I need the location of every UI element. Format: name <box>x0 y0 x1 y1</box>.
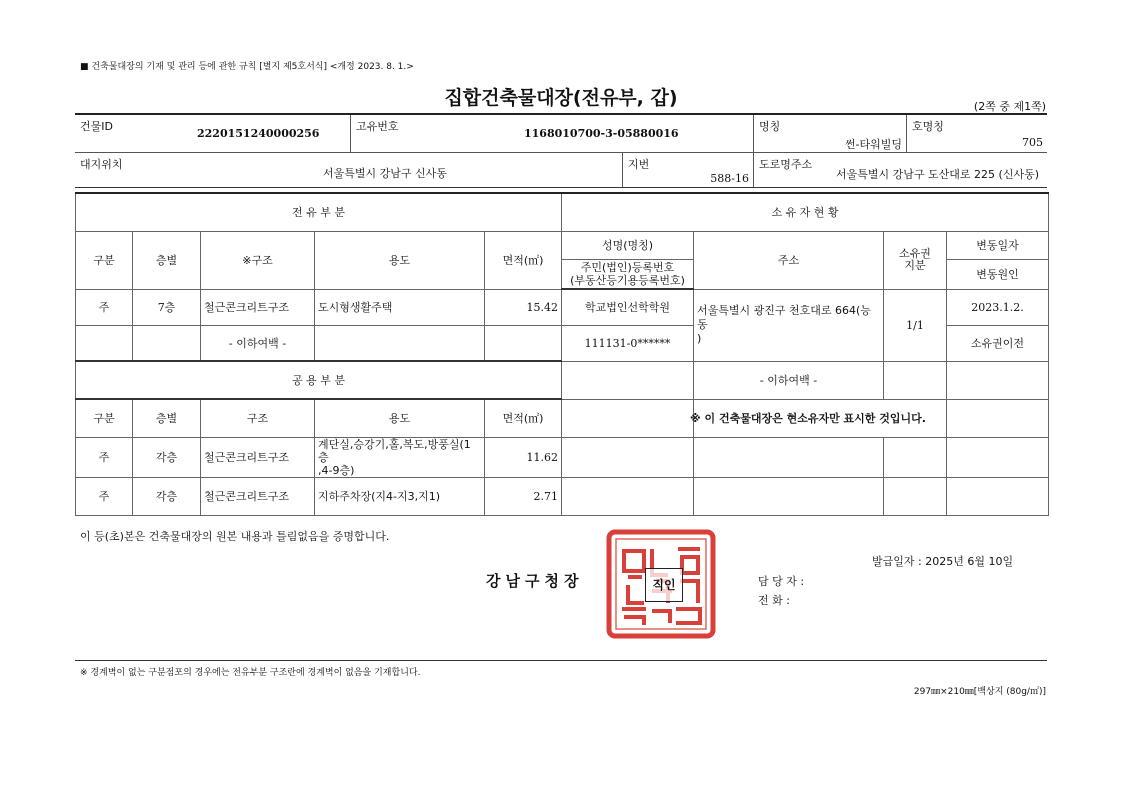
site-value: 서울특별시 강남구 신사동 <box>323 167 447 180</box>
common-row-area: 11.62 <box>485 437 562 477</box>
common-row-area: 2.71 <box>485 477 562 515</box>
lot-cell <box>623 153 754 187</box>
road-cell <box>754 153 1047 187</box>
building-id-cell <box>75 115 351 153</box>
common-row-floor: 각층 <box>133 437 201 477</box>
clerk-label: 담 당 자 : <box>758 575 805 588</box>
register-table <box>75 192 1049 516</box>
col-change-date: 변동일자 <box>947 231 1049 259</box>
row-floor: 7층 <box>133 289 201 325</box>
lot-label: 지번 <box>628 158 650 171</box>
section-exclusive: 전 유 부 분 <box>76 193 562 231</box>
name-label: 명칭 <box>759 120 781 133</box>
road-value: 서울특별시 강남구 도산대로 225 (신사동) <box>836 168 1039 181</box>
unit-label: 호명칭 <box>912 120 944 133</box>
col-share: 소유권 지분 <box>884 231 947 289</box>
building-id-value: 2220151240000256 <box>197 127 320 140</box>
common-col-div: 구분 <box>76 399 133 437</box>
col-div: 구분 <box>76 231 133 289</box>
common-row-div: 주 <box>76 477 133 515</box>
owner-end: - 이하여백 - <box>694 361 884 399</box>
paper-spec: 297㎜×210㎜[백상지 (80g/㎡)] <box>913 687 1046 697</box>
unique-no-label: 고유번호 <box>356 120 399 133</box>
col-use: 용도 <box>315 231 485 289</box>
name-value: 썬-타워빌딩 <box>844 138 902 151</box>
owner-name: 학교법인선학학원 <box>562 289 694 325</box>
common-row-structure: 철근콘크리트구조 <box>201 437 315 477</box>
col-change-reason: 변동원인 <box>947 259 1049 289</box>
certification-text: 이 등(초)본은 건축물대장의 원본 내용과 틀림없음을 증명합니다. <box>80 530 390 543</box>
unit-value: 705 <box>1022 136 1043 149</box>
col-structure: ※구조 <box>201 231 315 289</box>
unique-no-cell <box>351 115 754 153</box>
name-cell <box>754 115 907 153</box>
common-row-div: 주 <box>76 437 133 477</box>
stamp-label: 직인 <box>645 568 683 602</box>
site-cell <box>75 153 623 187</box>
col-owner-name: 성명(명칭) <box>562 231 694 259</box>
table-row <box>76 437 1049 477</box>
common-col-structure: 구조 <box>201 399 315 437</box>
regulation-note: ■ 건축물대장의 기재 및 관리 등에 관한 규칙 [별지 제5호서식] <개정 2023. 8. 1.> <box>80 62 414 72</box>
unit-cell <box>907 115 1047 153</box>
exclusive-end: - 이하여백 - <box>201 325 315 361</box>
common-col-use: 용도 <box>315 399 485 437</box>
owner-share: 1/1 <box>884 289 947 361</box>
footer-divider <box>75 660 1047 661</box>
building-id-label: 건물ID <box>80 120 113 133</box>
issue-date: 발급일자 : 2025년 6월 10일 <box>872 555 1014 568</box>
road-label: 도로명주소 <box>759 158 813 171</box>
common-col-floor: 층별 <box>133 399 201 437</box>
owner-notice: ※ 이 건축물대장은 현소유자만 표시한 것입니다. <box>694 399 947 437</box>
common-col-area: 면적(㎡) <box>485 399 562 437</box>
building-info-block <box>75 113 1047 188</box>
section-common: 공 용 부 분 <box>76 361 562 399</box>
owner-reg-no: 111131-0****** <box>562 325 694 361</box>
common-row-structure: 철근콘크리트구조 <box>201 477 315 515</box>
table-row <box>76 477 1049 515</box>
common-row-use: 계단실,승강기,홀,복도,방풍실(1층 ,4-9층) <box>315 437 485 477</box>
owner-address: 서울특별시 광진구 천호대로 664(능동 ) <box>694 289 884 361</box>
footnote: ※ 경계벽이 없는 구분점포의 경우에는 전유부분 구조란에 경계벽이 없음을 기재합니다. <box>80 668 421 678</box>
col-area: 면적(㎡) <box>485 231 562 289</box>
issuing-office: 강남구청장 <box>486 572 584 590</box>
lot-value: 588-16 <box>710 172 749 185</box>
phone-label: 전 화 : <box>758 594 790 607</box>
owner-change-date: 2023.1.2. <box>947 289 1049 325</box>
row-structure: 철근콘크리트구조 <box>201 289 315 325</box>
section-owner: 소 유 자 현 황 <box>562 193 1049 231</box>
site-label: 대지위치 <box>80 158 123 171</box>
page-number: (2쪽 중 제1쪽) <box>973 100 1046 113</box>
common-row-floor: 각층 <box>133 477 201 515</box>
col-owner-reg: 주민(법인)등록번호 (부동산등기용등록번호) <box>562 259 694 289</box>
page-title: 집합건축물대장(전유부, 갑) <box>444 87 678 109</box>
unique-no-value: 1168010700-3-05880016 <box>524 127 679 140</box>
row-div: 주 <box>76 289 133 325</box>
common-row-use: 지하주차장(지4-지3,지1) <box>315 477 485 515</box>
owner-change-reason: 소유권이전 <box>947 325 1049 361</box>
row-area: 15.42 <box>485 289 562 325</box>
table-row <box>76 289 1049 325</box>
col-address: 주소 <box>694 231 884 289</box>
col-floor: 층별 <box>133 231 201 289</box>
row-use: 도시형생활주택 <box>315 289 485 325</box>
